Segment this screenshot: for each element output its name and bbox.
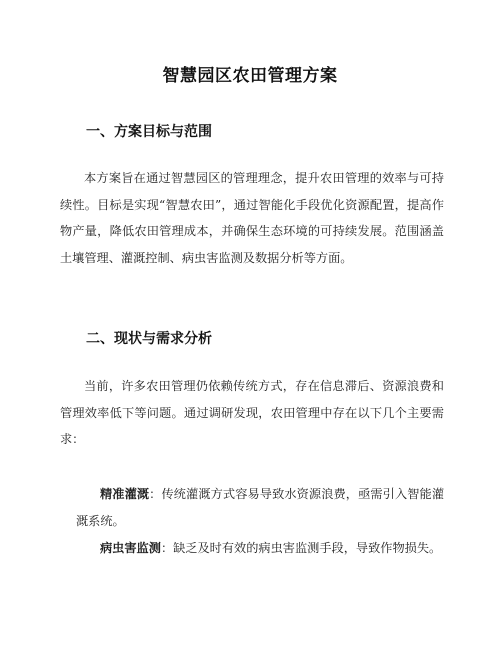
section-paragraph-analysis: 当前，许多农田管理仍依赖传统方式，存在信息滞后、资源浪费和管理效率低下等问题。通过调研发现，农田管理中存在以下几个主要需求： bbox=[60, 379, 444, 446]
section-paragraph-goals: 本方案旨在通过智慧园区的管理理念，提升农田管理的效率与可持续性。目标是实现“智慧农田”，通过智能化手段优化资源配置，提高作物产量，降低农田管理成本，并确保生态环境的可持续发展。范围涵盖土壤管理、灌溉控制、病虫害监测及数据分析等方面。 bbox=[60, 171, 444, 265]
list-item-text: ：传统灌溉方式容易导致水资源浪费，亟需引入智能灌溉系统。 bbox=[76, 487, 445, 528]
list-item-label: 精准灌溉 bbox=[100, 487, 150, 501]
list-item-text: ：缺乏及时有效的病虫害监测手段，导致作物损失。 bbox=[160, 541, 442, 555]
document-title: 智慧园区农田管理方案 bbox=[162, 66, 338, 86]
list-item bbox=[76, 481, 444, 534]
section-heading-analysis: 二、现状与需求分析 bbox=[86, 331, 212, 347]
list-item bbox=[76, 535, 444, 562]
list-item-label: 病虫害监测 bbox=[100, 541, 161, 555]
section-heading-goals: 一、方案目标与范围 bbox=[86, 124, 212, 140]
